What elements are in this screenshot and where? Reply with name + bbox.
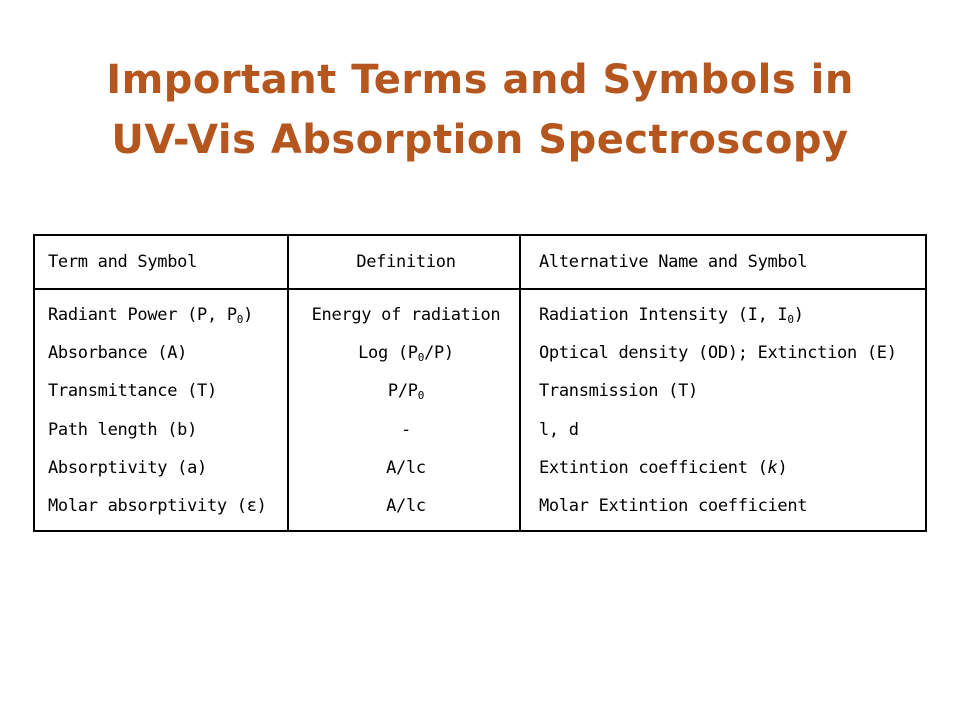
row-3-definition: $P/P_0$ [387, 381, 425, 402]
row-2-alternative: Optical density (OD); Extinction (E) [539, 343, 897, 363]
title-line-1: Important Terms and Symbols in [106, 57, 854, 103]
row-2-term: Absorbance (A) [48, 343, 188, 363]
terms-table [33, 234, 927, 532]
row-1-alternative: Radiation Intensity (I, $I_0$) [539, 305, 804, 326]
column-divider-1 [287, 236, 289, 530]
row-4-term: Path length (b) [48, 420, 198, 440]
header-definition: Definition [356, 252, 456, 272]
row-5-term: Absorptivity (a) [48, 458, 207, 478]
row-1-definition: Energy of radiation [311, 305, 501, 325]
header-divider [35, 288, 925, 290]
title-line-2: UV-Vis Absorption Spectroscopy [111, 117, 849, 163]
row-4-alternative: l, d [539, 420, 579, 440]
page-title [0, 50, 960, 170]
row-6-term: Molar absorptivity (ε) [48, 496, 267, 516]
row-4-definition: - [401, 420, 411, 440]
row-5-definition: A/lc [386, 458, 426, 478]
row-1-term: Radiant Power (P, $P_0$) [48, 305, 254, 326]
row-6-definition: A/lc [386, 496, 426, 516]
row-6-alternative: Molar Extintion coefficient [539, 496, 808, 516]
row-3-term: Transmittance (T) [48, 381, 217, 401]
header-term: Term and Symbol [48, 252, 198, 272]
row-5-alternative: Extintion coefficient (k) [539, 458, 788, 478]
header-alternative: Alternative Name and Symbol [539, 252, 808, 272]
row-3-alternative: Transmission (T) [539, 381, 698, 401]
row-2-definition: Log $(P_0/P)$ [358, 343, 454, 364]
